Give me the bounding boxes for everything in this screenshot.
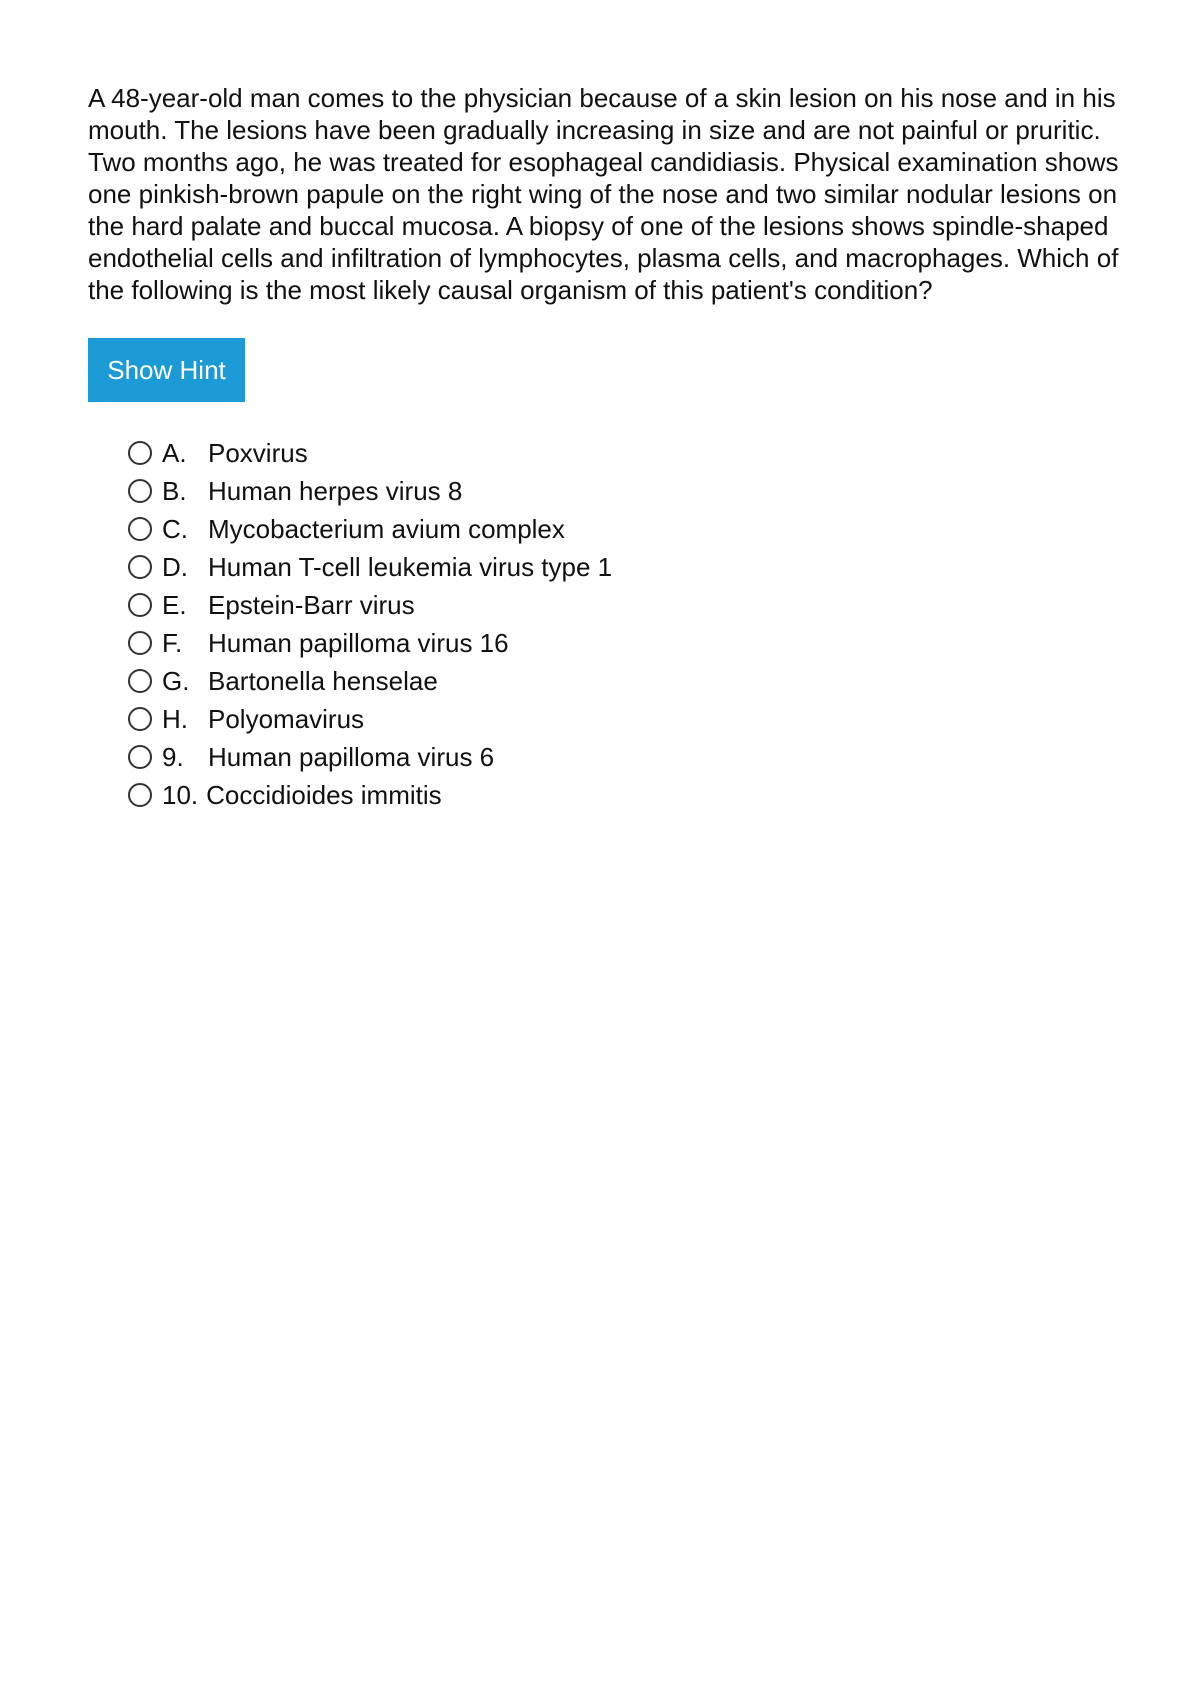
option-text: Human herpes virus 8: [208, 476, 463, 506]
option-g[interactable]: [128, 662, 1148, 700]
radio-unchecked-icon[interactable]: [128, 593, 152, 617]
option-h[interactable]: [128, 700, 1148, 738]
option-d[interactable]: [128, 548, 1148, 586]
option-letter: F.: [162, 628, 183, 658]
option-letter: G.: [162, 666, 190, 696]
option-a[interactable]: [128, 434, 1148, 472]
option-text: Bartonella henselae: [208, 666, 438, 696]
show-hint-button[interactable]: Show Hint: [88, 338, 245, 402]
radio-unchecked-icon[interactable]: [128, 441, 152, 465]
option-10[interactable]: [128, 776, 1148, 814]
answer-options: [128, 434, 1148, 814]
radio-unchecked-icon[interactable]: [128, 783, 152, 807]
option-text: Human papilloma virus 16: [208, 628, 509, 658]
option-text: Poxvirus: [208, 438, 308, 468]
option-e[interactable]: [128, 586, 1148, 624]
option-text: Coccidioides immitis: [206, 780, 442, 810]
option-9[interactable]: [128, 738, 1148, 776]
option-letter: B.: [162, 476, 187, 506]
question-page: [88, 82, 1148, 814]
radio-unchecked-icon[interactable]: [128, 479, 152, 503]
radio-unchecked-icon[interactable]: [128, 631, 152, 655]
option-f[interactable]: [128, 624, 1148, 662]
option-c[interactable]: [128, 510, 1148, 548]
option-text: Human T-cell leukemia virus type 1: [208, 552, 613, 582]
option-letter: A.: [162, 438, 187, 468]
option-letter: C.: [162, 514, 188, 544]
radio-unchecked-icon[interactable]: [128, 669, 152, 693]
option-text: Mycobacterium avium complex: [208, 514, 565, 544]
option-b[interactable]: [128, 472, 1148, 510]
option-letter: E.: [162, 590, 187, 620]
option-text: Epstein-Barr virus: [208, 590, 415, 620]
option-text: Human papilloma virus 6: [208, 742, 495, 772]
option-letter: D.: [162, 552, 188, 582]
option-text: Polyomavirus: [208, 704, 365, 734]
question-text: A 48-year-old man comes to the physician because of a skin lesion on his nose and in his mouth. The lesions have been gradually increasing in size and are not painful or pruritic. Two months ago, he was treated for esophageal candidiasis. Physical examination shows one pinkish-brown papule on the right wing of the nose and two similar nodular lesions on the hard palate and buccal mucosa. A biopsy of one of the lesions shows spindle-shaped endothelial cells and infiltration of lymphocytes, plasma cells, and macrophages. Which of the following is the most likely causal organism of this patient's condition?: [88, 83, 1119, 305]
radio-unchecked-icon[interactable]: [128, 555, 152, 579]
option-letter: 9.: [162, 742, 184, 772]
option-letter: 10.: [162, 780, 199, 810]
radio-unchecked-icon[interactable]: [128, 745, 152, 769]
radio-unchecked-icon[interactable]: [128, 707, 152, 731]
radio-unchecked-icon[interactable]: [128, 517, 152, 541]
option-letter: H.: [162, 704, 188, 734]
